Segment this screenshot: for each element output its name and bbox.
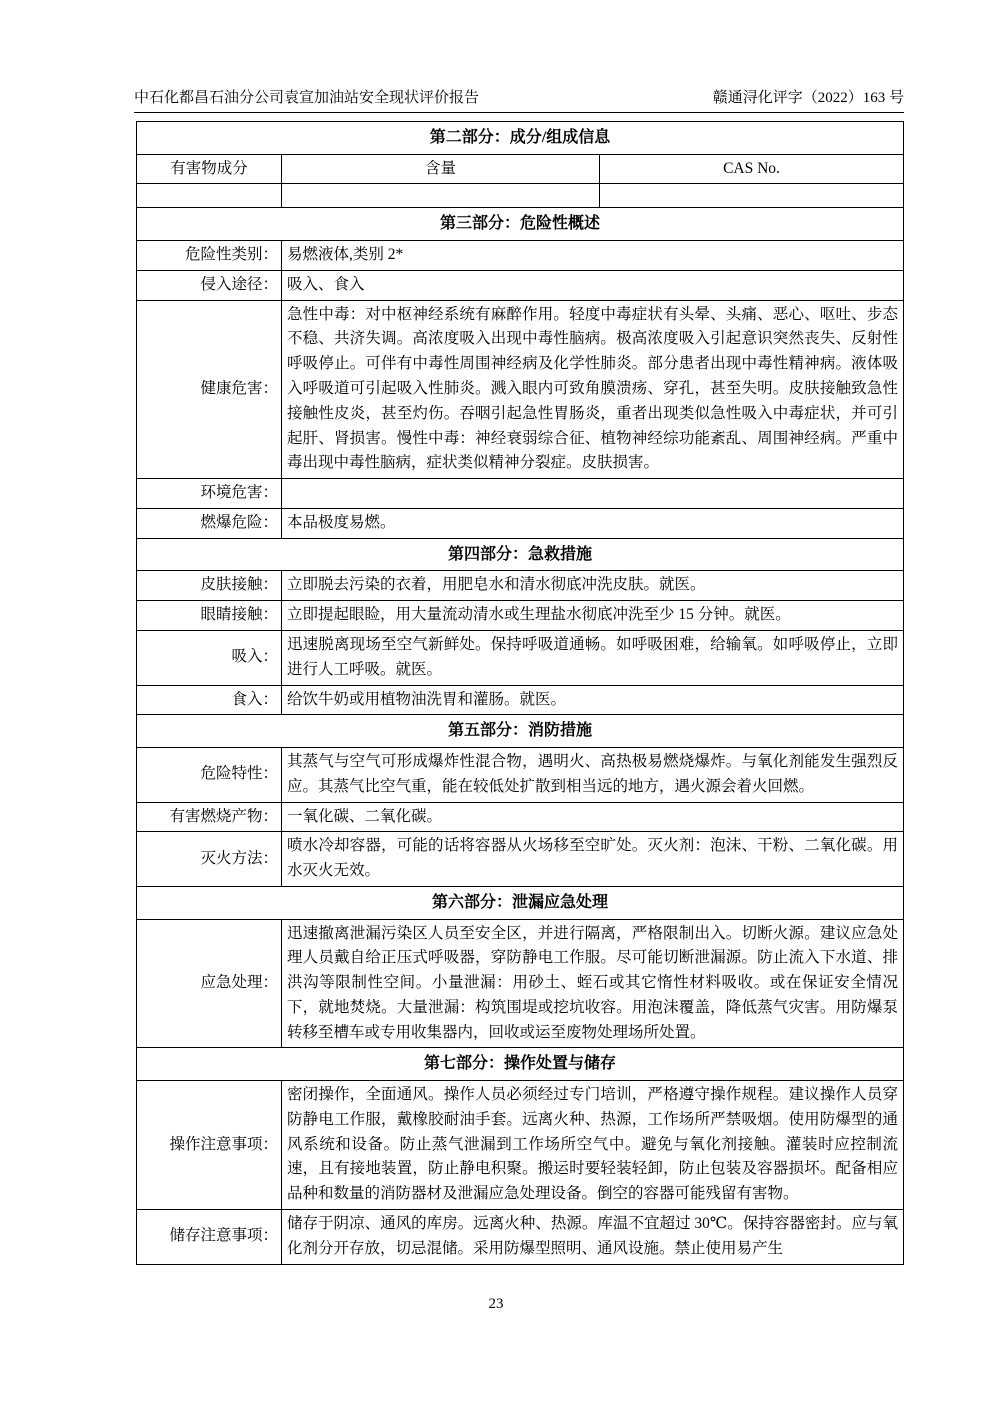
section-title-part6: 第六部分：泄漏应急处理 (137, 886, 904, 919)
health-hazard-value: 急性中毒：对中枢神经系统有麻醉作用。轻度中毒症状有头晕、头痛、恶心、呕吐、步态不稳、共济失调。高浓度吸入出现中毒性脑病。极高浓度吸入引起意识突然丧失、反射性呼吸停止。可伴有中毒性周围神经病及化学性肺炎。部分患者出现中毒性精神病。液体吸入呼吸道可引起吸入性肺炎。溅入眼内可致角膜溃疡、穿孔，甚至失明。皮肤接触致急性接触性皮炎，甚至灼伤。吞咽引起急性胃肠炎，重者出现类似急性吸入中毒症状，并可引起肝、肾损害。慢性中毒：神经衰弱综合征、植物神经综功能紊乱、周围神经病。严重中毒出现中毒性脑病，症状类似精神分裂症。皮肤损害。 (282, 300, 904, 479)
composition-empty-cas (600, 184, 904, 208)
table-row-handling-precautions (137, 1081, 904, 1210)
skin-contact-value: 立即脱去污染的衣着，用肥皂水和清水彻底冲洗皮肤。就医。 (282, 571, 904, 601)
inhalation-label: 吸入： (137, 630, 282, 685)
hazard-characteristics-label: 危险特性： (137, 747, 282, 802)
eye-contact-label: 眼睛接触： (137, 601, 282, 631)
table-row-hazard-class (137, 240, 904, 270)
hazard-characteristics-value: 其蒸气与空气可形成爆炸性混合物，遇明火、高热极易燃烧爆炸。与氧化剂能发生强烈反应。其蒸气比空气重，能在较低处扩散到相当远的地方，遇火源会着火回燃。 (282, 747, 904, 802)
ingestion-label: 食入： (137, 685, 282, 715)
combustion-products-label: 有害燃烧产物： (137, 802, 282, 832)
page-number: 23 (488, 1296, 504, 1312)
section-title-part5: 第五部分：消防措施 (137, 715, 904, 748)
composition-col-component: 有害物成分 (137, 154, 282, 184)
storage-precautions-value: 储存于阴凉、通风的库房。远离火种、热源。库温不宜超过 30℃。保持容器密封。应与氧化剂分开存放，切忌混储。采用防爆型照明、通风设施。禁止使用易产生 (282, 1210, 904, 1265)
section-title-part7: 第七部分：操作处置与储存 (137, 1048, 904, 1081)
table-row-inhalation (137, 630, 904, 685)
exposure-route-label: 侵入途径： (137, 270, 282, 300)
extinguishing-methods-label: 灭火方法： (137, 832, 282, 887)
hazard-class-value: 易燃液体,类别 2* (282, 240, 904, 270)
table-row-hazard-characteristics (137, 747, 904, 802)
table-row-health-hazard (137, 300, 904, 479)
handling-precautions-value: 密闭操作，全面通风。操作人员必须经过专门培训，严格遵守操作规程。建议操作人员穿防静电工作服，戴橡胶耐油手套。远离火种、热源，工作场所严禁吸烟。使用防爆型的通风系统和设备。防止蒸气泄漏到工作场所空气中。避免与氧化剂接触。灌装时应控制流速，且有接地装置，防止静电积聚。搬运时要轻装轻卸，防止包装及容器损坏。配备相应品种和数量的消防器材及泄漏应急处理设备。倒空的容器可能残留有害物。 (282, 1081, 904, 1210)
emergency-response-label: 应急处理： (137, 919, 282, 1048)
flammability-hazard-label: 燃爆危险： (137, 508, 282, 538)
section-title-part2: 第二部分：成分/组成信息 (137, 122, 904, 155)
msds-table (136, 121, 904, 1265)
section-row-part7 (137, 1048, 904, 1081)
doc-number: 赣通浔化评字（2022）163 号 (712, 90, 904, 106)
environment-hazard-label: 环境危害： (137, 479, 282, 509)
hazard-class-label: 危险性类别： (137, 240, 282, 270)
table-row-storage-precautions (137, 1210, 904, 1265)
composition-empty-component (137, 184, 282, 208)
ingestion-value: 给饮牛奶或用植物油洗胃和灌肠。就医。 (282, 685, 904, 715)
table-row-eye-contact (137, 601, 904, 631)
section-title-part3: 第三部分：危险性概述 (137, 208, 904, 241)
composition-header-row (137, 154, 904, 184)
exposure-route-value: 吸入、食入 (282, 270, 904, 300)
section-title-part4: 第四部分：急救措施 (137, 538, 904, 571)
environment-hazard-value (282, 479, 904, 509)
composition-empty-row (137, 184, 904, 208)
table-row-environment-hazard (137, 479, 904, 509)
inhalation-value: 迅速脱离现场至空气新鲜处。保持呼吸道通畅。如呼吸困难，给输氧。如呼吸停止，立即进行人工呼吸。就医。 (282, 630, 904, 685)
table-row-emergency-response (137, 919, 904, 1048)
emergency-response-value: 迅速撤离泄漏污染区人员至安全区，并进行隔离，严格限制出入。切断火源。建议应急处理人员戴自给正压式呼吸器，穿防静电工作服。尽可能切断泄漏源。防止流入下水道、排洪沟等限制性空间。小量泄漏：用砂土、蛭石或其它惰性材料吸收。或在保证安全情况下，就地焚烧。大量泄漏：构筑围堤或挖坑收容。用泡沫覆盖，降低蒸气灾害。用防爆泵转移至槽车或专用收集器内，回收或运至废物处理场所处置。 (282, 919, 904, 1048)
storage-precautions-label: 储存注意事项： (137, 1210, 282, 1265)
report-title: 中石化都昌石油分公司袁宣加油站安全现状评价报告 (134, 90, 480, 106)
health-hazard-label: 健康危害： (137, 300, 282, 479)
section-row-part3 (137, 208, 904, 241)
extinguishing-methods-value: 喷水冷却容器，可能的话将容器从火场移至空旷处。灭火剂：泡沫、干粉、二氧化碳。用水灭火无效。 (282, 832, 904, 887)
composition-empty-content (282, 184, 600, 208)
composition-col-content: 含量 (282, 154, 600, 184)
table-row-combustion-products (137, 802, 904, 832)
combustion-products-value: 一氧化碳、二氧化碳。 (282, 802, 904, 832)
table-row-flammability-hazard (137, 508, 904, 538)
table-row-exposure-route (137, 270, 904, 300)
section-row-part4 (137, 538, 904, 571)
section-row-part6 (137, 886, 904, 919)
table-row-extinguishing-methods (137, 832, 904, 887)
section-row-part2 (137, 122, 904, 155)
handling-precautions-label: 操作注意事项： (137, 1081, 282, 1210)
table-row-skin-contact (137, 571, 904, 601)
section-row-part5 (137, 715, 904, 748)
eye-contact-value: 立即提起眼睑，用大量流动清水或生理盐水彻底冲洗至少 15 分钟。就医。 (282, 601, 904, 631)
skin-contact-label: 皮肤接触： (137, 571, 282, 601)
table-row-ingestion (137, 685, 904, 715)
page-header (134, 86, 904, 113)
flammability-hazard-value: 本品极度易燃。 (282, 508, 904, 538)
composition-col-cas: CAS No. (600, 154, 904, 184)
